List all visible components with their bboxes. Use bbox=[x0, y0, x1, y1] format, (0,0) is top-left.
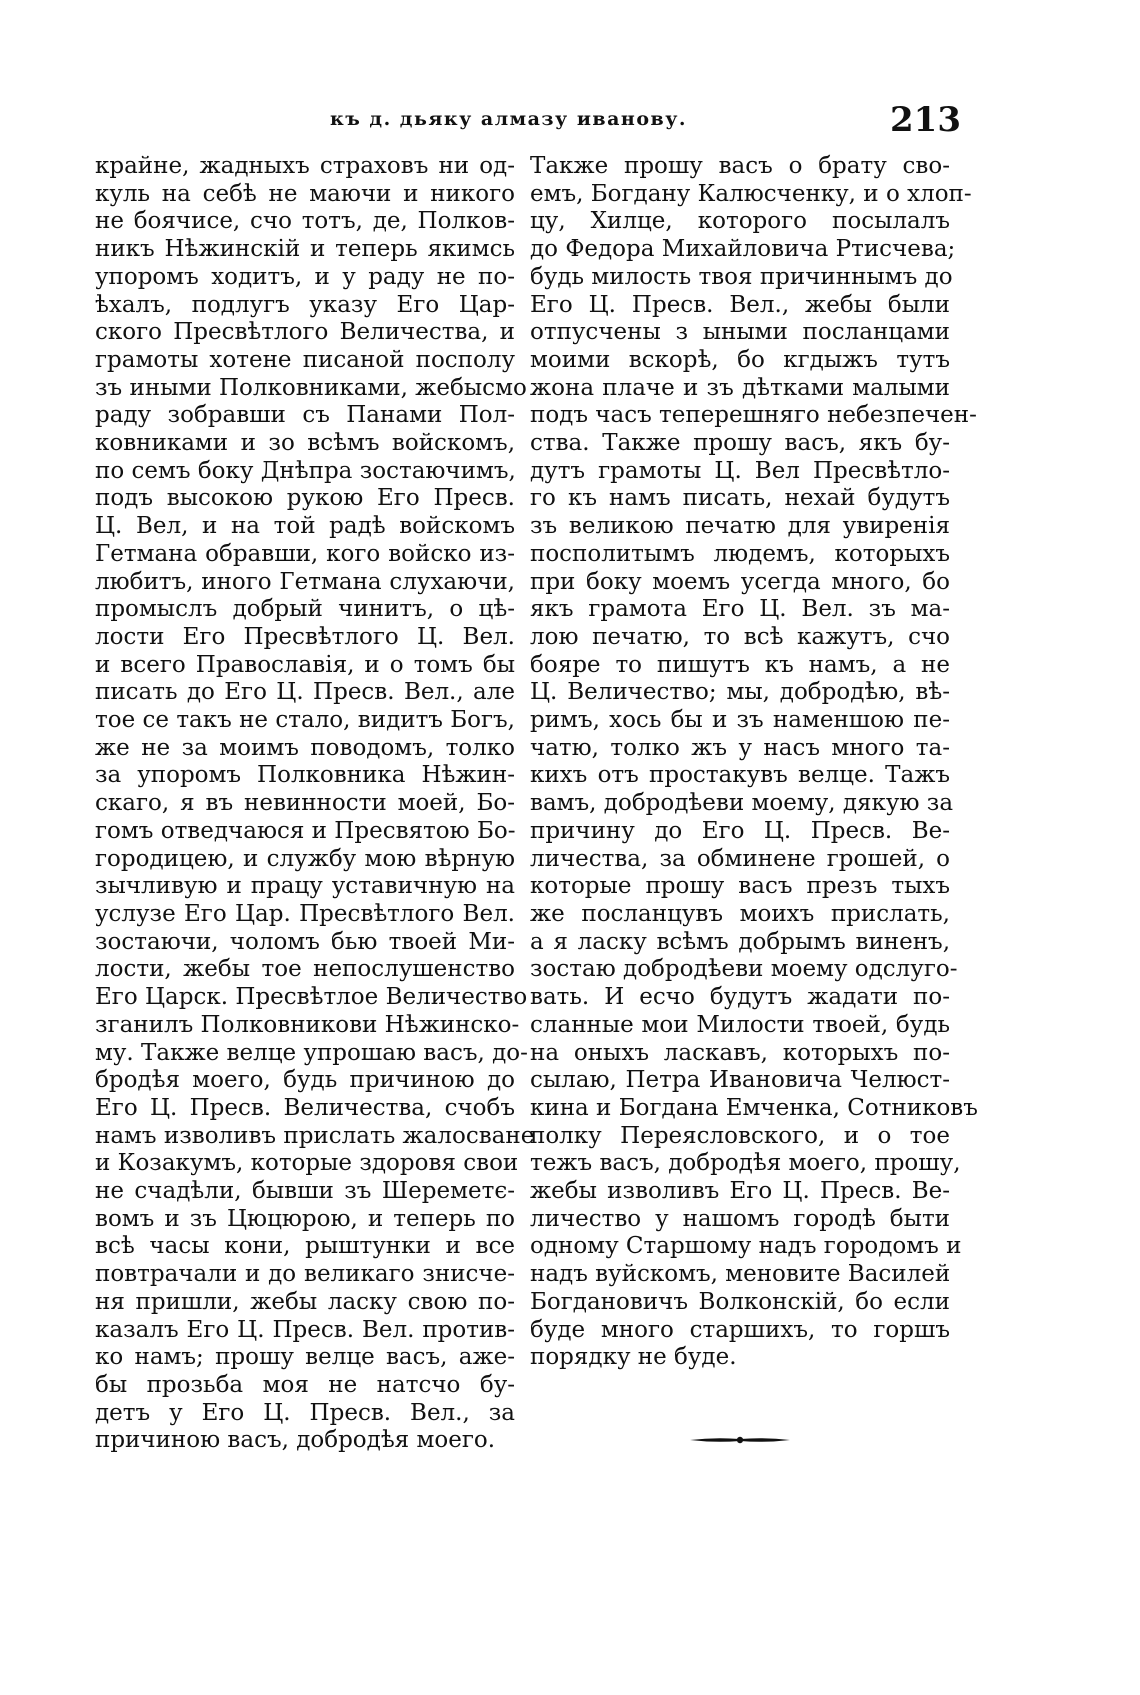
text-line: причиною васъ, добродѣя моего. bbox=[95, 1427, 496, 1454]
text-line: намъ изволивъ прислать жалоcване bbox=[95, 1122, 535, 1149]
text-line: подъ часъ теперешняго небезпечен- bbox=[530, 402, 977, 429]
text-line: упоромъ ходитъ, и у раду не по- bbox=[95, 263, 515, 290]
text-line: кихъ отъ простакувъ велце. Тажъ bbox=[530, 762, 950, 789]
text-line: дутъ грамоты Ц. Вел Пресвѣтло- bbox=[530, 457, 950, 484]
text-line: промыслъ добрый чинитъ, о цѣ- bbox=[95, 596, 515, 623]
text-line: услузе Его Цар. Пресвѣтлого Вел. bbox=[95, 900, 515, 927]
text-line: жона плаче и зъ дѣтками малыми bbox=[530, 374, 950, 401]
text-line: ского Пресвѣтлого Величества, и bbox=[95, 319, 515, 346]
text-line: зостаючи, чоломъ бью твоей Ми- bbox=[95, 928, 515, 955]
text-line: и Козакумъ, которые здоровя свои bbox=[95, 1150, 519, 1177]
text-line: ства. Также прошу васъ, якъ бу- bbox=[530, 430, 950, 457]
text-line: на оныхъ ласкавъ, которыхъ по- bbox=[530, 1039, 950, 1066]
text-line: повтрачали и до великаго знисче- bbox=[95, 1261, 515, 1288]
text-line: тое се такъ не стало, видитъ Богъ, bbox=[95, 707, 515, 734]
end-ornament bbox=[690, 1435, 790, 1445]
text-line: зостаю добродѣеви моему одслуго- bbox=[530, 956, 958, 983]
text-line: ня пришли, жебы ласку свою по- bbox=[95, 1288, 515, 1315]
text-line: вамъ, добродѣеви моему, дякую за bbox=[530, 790, 954, 817]
text-line: куль на себѣ не маючи и никого bbox=[95, 180, 515, 207]
text-line: отпусчены з ыными посланцами bbox=[530, 319, 950, 346]
text-line: римъ, хось бы и зъ наменшою пе- bbox=[530, 707, 950, 734]
text-line: Его Ц. Пресв. Вел., жебы были bbox=[530, 291, 950, 318]
text-line: писать до Его Ц. Пресв. Вел., але bbox=[95, 679, 515, 706]
text-line: причину до Его Ц. Пресв. Ве- bbox=[530, 817, 950, 844]
text-line: сланные мои Милости твоей, будь bbox=[530, 1011, 950, 1038]
text-line: не счадѣли, бывши зъ Шереметє- bbox=[95, 1178, 515, 1205]
text-line: порядку не буде. bbox=[530, 1344, 737, 1371]
text-line: крайне, жадныхъ страховъ ни од- bbox=[95, 153, 515, 179]
text-line: сылаю, Петра Ивановича Челюст- bbox=[530, 1067, 950, 1094]
text-line: лою печатю, то всѣ кажутъ, счо bbox=[530, 623, 950, 650]
text-line: Ц. Вел, и на той радѣ войскомъ bbox=[95, 513, 515, 540]
text-line: и всего Православія, и о томъ бы bbox=[95, 651, 515, 678]
text-line: одному Старшому надъ городомъ и bbox=[530, 1233, 962, 1260]
text-line: бродѣя моего, будь причиною до bbox=[95, 1067, 515, 1094]
text-line: ѣхалъ, подлугъ указу Его Цар- bbox=[95, 291, 515, 318]
text-line: зъ иными Полковниками, жебысмо bbox=[95, 374, 527, 401]
text-line: за упоромъ Полковника Нѣжин- bbox=[95, 762, 515, 789]
text-line: же не за моимъ поводомъ, толко bbox=[95, 734, 515, 761]
text-line: подъ высокою рукою Его Пресв. bbox=[95, 485, 515, 512]
text-line: Богдановичъ Волконскій, бо если bbox=[530, 1288, 950, 1315]
text-line: при боку моемъ усегда много, бо bbox=[530, 568, 950, 595]
text-line: казалъ Его Ц. Пресв. Вел. против- bbox=[95, 1316, 515, 1343]
text-line: никъ Нѣжинскій и теперь якимсь bbox=[95, 236, 515, 263]
text-line: до Федора Михайловича Ртисчева; bbox=[530, 236, 956, 263]
left-column bbox=[95, 153, 535, 1455]
text-line: всѣ часы кони, рыштунки и все bbox=[95, 1233, 515, 1260]
page-header bbox=[0, 100, 1140, 140]
text-line: вомъ и зъ Цюцюрою, и теперь по bbox=[95, 1205, 515, 1232]
text-line: же посланцувъ моихъ прислать, bbox=[530, 900, 950, 927]
text-line: гомъ отведчаюся и Пресвятою Бо- bbox=[95, 817, 516, 844]
text-line: полку Переясловского, и о тое bbox=[530, 1122, 950, 1149]
text-line: городицею, и службу мою вѣрную bbox=[95, 845, 515, 872]
text-line: раду зобравши съ Панами Пол- bbox=[95, 402, 515, 429]
text-line: ковниками и зо всѣмъ войскомъ, bbox=[95, 430, 515, 457]
text-line: Гетмана обравши, кого войско из- bbox=[95, 540, 515, 567]
text-line: надъ вуйскомъ, меновите Василей bbox=[530, 1261, 951, 1288]
text-line: не боячисе, счо тотъ, де, Полков- bbox=[95, 208, 515, 235]
text-line: лости Его Пресвѣтлого Ц. Вел. bbox=[95, 623, 515, 650]
text-line: Его Ц. Пресв. Величества, счобъ bbox=[95, 1094, 515, 1121]
text-line: вать. И есчо будутъ жадати по- bbox=[530, 984, 950, 1011]
text-line: го къ намъ писать, нехай будутъ bbox=[530, 485, 950, 512]
text-line: ко намъ; прошу велце васъ, аже- bbox=[95, 1344, 515, 1371]
text-line: по семъ боку Днѣпра зостаючимъ, bbox=[95, 457, 516, 484]
text-line: чатю, толко жъ у насъ много та- bbox=[530, 734, 950, 761]
text-line: кина и Богдана Емченка, Сотниковъ bbox=[530, 1094, 978, 1121]
text-line: му. Также велце упрошаю васъ, до- bbox=[95, 1039, 528, 1066]
text-line: Его Царск. Пресвѣтлое Величество bbox=[95, 984, 528, 1011]
text-line: бы прозьба моя не натсчо бу- bbox=[95, 1371, 515, 1398]
text-line: которые прошу васъ презъ тыхъ bbox=[530, 873, 950, 900]
text-line: скаго, я въ невинности моей, Бо- bbox=[95, 790, 515, 817]
text-line: Также прошу васъ о брату сво- bbox=[530, 153, 950, 179]
page-number: 213 bbox=[890, 100, 961, 140]
text-line: зычливую и працу уставичную на bbox=[95, 873, 515, 900]
text-line: бояре то пишутъ къ намъ, а не bbox=[530, 651, 950, 678]
text-line: посполитымъ людемъ, которыхъ bbox=[530, 540, 950, 567]
text-line: а я ласку всѣмъ добрымъ виненъ, bbox=[530, 928, 950, 955]
text-line: будь милость твоя причиннымъ до bbox=[530, 263, 953, 290]
right-column bbox=[530, 153, 978, 1372]
text-line: любитъ, иного Гетмана слухаючи, bbox=[95, 568, 515, 595]
text-line: зганилъ Полковникови Нѣжинско- bbox=[95, 1011, 520, 1038]
text-line: лости, жебы тое непослушенство bbox=[95, 956, 515, 983]
text-line: цу, Хилце, которого посылалъ bbox=[530, 208, 950, 235]
text-line: детъ у Его Ц. Пресв. Вел., за bbox=[95, 1399, 515, 1426]
text-line: грамоты хотене писаной посполу bbox=[95, 346, 515, 373]
running-head: къ д. дьяку алмазу иванову. bbox=[330, 108, 687, 130]
text-line: жебы изволивъ Его Ц. Пресв. Ве- bbox=[530, 1178, 950, 1205]
text-line: Ц. Величество; мы, добродѣю, вѣ- bbox=[530, 679, 950, 706]
text-line: буде много старшихъ, то горшъ bbox=[530, 1316, 950, 1343]
text-line: личество у нашомъ городѣ быти bbox=[530, 1205, 950, 1232]
text-line: зъ великою печатю для увиренія bbox=[530, 513, 950, 540]
text-line: моими вскорѣ, бо кгдыжъ тутъ bbox=[530, 346, 950, 373]
text-line: личества, за обминене грошей, о bbox=[530, 845, 950, 872]
text-line: емъ, Богдану Калюсченку, и о хлоп- bbox=[530, 180, 972, 207]
text-line: якъ грамота Его Ц. Вел. зъ ма- bbox=[530, 596, 950, 623]
text-line: тежъ васъ, добродѣя моего, прошу, bbox=[530, 1150, 961, 1177]
